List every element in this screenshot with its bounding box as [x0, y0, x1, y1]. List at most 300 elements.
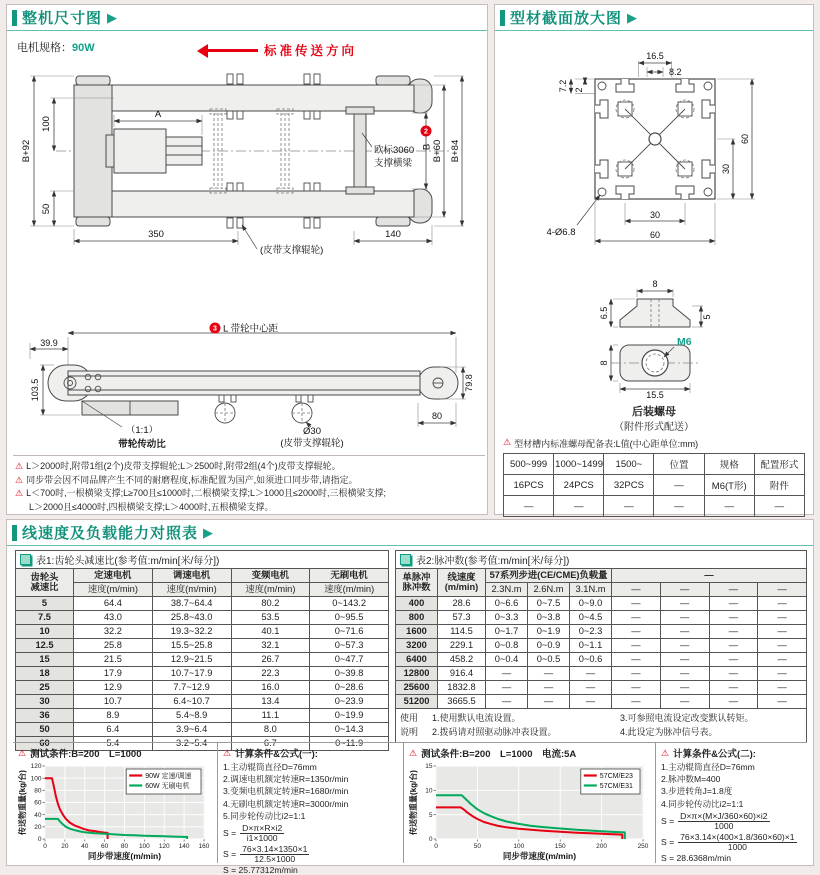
formula-block-1 — [217, 743, 403, 875]
table-cell: 0~0.5 — [528, 653, 570, 667]
table-cell: 0~47.7 — [310, 653, 389, 667]
side-view-drawing — [10, 315, 484, 455]
table-cell: — — [528, 681, 570, 695]
table-cell: 60 — [16, 737, 74, 751]
table-cell: 附件 — [754, 475, 804, 496]
table-cell: — — [758, 625, 807, 639]
table-cell: — — [528, 667, 570, 681]
table-cell: 0~95.5 — [310, 611, 389, 625]
condition-line: 5.同步轮传动比i2=1:1 — [223, 810, 306, 821]
speed-load-panel — [6, 519, 814, 875]
motor-spec — [17, 39, 95, 55]
conditions-and-charts — [13, 742, 807, 875]
table-cell: — — [654, 475, 704, 496]
table-cell: — — [709, 681, 758, 695]
dim-a: A — [154, 109, 162, 120]
svg-text:50: 50 — [473, 843, 482, 850]
table-cell: — — [660, 667, 709, 681]
gear-ratio-table — [15, 550, 389, 751]
table-cell: 43.0 — [74, 611, 153, 625]
load-speed-chart-stepper — [409, 761, 650, 866]
svg-text:100: 100 — [513, 843, 525, 850]
nut-caption: 后装螺母 — [632, 406, 676, 418]
table-cell: — — [612, 667, 661, 681]
warning-icon: ⚠ — [409, 747, 418, 758]
table-cell: — — [660, 597, 709, 611]
table-cell: — — [612, 695, 661, 709]
table-cell: 400 — [396, 597, 438, 611]
col-header: 规格 — [704, 454, 754, 475]
table-cell: 10.7 — [74, 695, 153, 709]
table-cell: 3665.5 — [438, 695, 486, 709]
direction-label: 标准传送方向 — [264, 44, 358, 58]
motor-spec-label: 电机规格： — [17, 42, 72, 54]
table1-sub-header: 速度(m/min) — [74, 583, 153, 597]
note-text: L＜700时,一根横梁支撑;L≥700且≤1000时,二根横梁支撑;L＞1000且≤2000时,三根横梁支撑; — [26, 488, 387, 498]
warning-icon: ⚠ — [503, 437, 512, 447]
table-cell: 17.9 — [74, 667, 153, 681]
plan-view-drawing — [10, 63, 484, 313]
note-text: L＞2000且≤4000时,四根横梁支撑;L＞4000时,五根横梁支撑。 — [29, 501, 274, 512]
table1-sub-header: 速度(m/min) — [231, 583, 310, 597]
warning-icon: ⚠ — [661, 747, 670, 758]
table-cell: 15 — [16, 653, 74, 667]
table-cell: 114.5 — [438, 625, 486, 639]
table-row — [16, 667, 389, 681]
condition-line: 4.无刷电机额定转速R=3000r/min — [223, 798, 349, 809]
table-cell: 12.9 — [74, 681, 153, 695]
roller-dia-label: Ø30 — [303, 426, 321, 437]
dimension-notes — [13, 455, 485, 514]
table-cell: 0~1.1 — [570, 639, 612, 653]
table-cell: — — [709, 667, 758, 681]
svg-text:120: 120 — [158, 843, 170, 850]
table-cell: 229.1 — [438, 639, 486, 653]
svg-text:15: 15 — [425, 763, 433, 771]
dim-30b: 30 — [649, 210, 661, 220]
beam-label-2: 支撑横梁 — [374, 158, 413, 169]
table1-group-header: 定速电机 — [74, 569, 153, 583]
formula-1-symbolic: S = $\frac{D\times\pi\times R\times i2}{i1\times 1000}$ — [223, 823, 283, 844]
formula-1-conditions — [223, 761, 398, 822]
table-cell: — — [570, 667, 612, 681]
ratio-value: （1:1） — [125, 425, 159, 436]
table1-sub-header: 速度(m/min) — [310, 583, 389, 597]
svg-text:0: 0 — [434, 843, 438, 850]
table-cell: — — [709, 597, 758, 611]
test-condition-2-text: 测试条件:B=200 L=1000 电流:5A — [421, 749, 577, 760]
badge-3-number: 3 — [213, 325, 217, 333]
table-caption-icon — [400, 554, 411, 565]
table-row — [16, 723, 389, 737]
dim-2: 2 — [574, 87, 584, 93]
beam-label-1: 欧标3060 — [374, 145, 415, 156]
table-cell: 16PCS — [504, 475, 554, 496]
table-cell: — — [612, 625, 661, 639]
table-row — [396, 695, 807, 709]
svg-text:0: 0 — [43, 843, 47, 850]
warning-icon: ⚠ — [223, 747, 232, 758]
table1-caption — [15, 550, 389, 568]
col-header: 配置形式 — [754, 454, 804, 475]
table-cell: — — [554, 496, 604, 517]
table-row — [16, 681, 389, 695]
usage-label: 使用 说明 — [400, 713, 419, 738]
dim-30r: 30 — [721, 163, 731, 175]
table-cell: — — [612, 611, 661, 625]
dim-b: B — [421, 143, 433, 151]
table-row — [396, 667, 807, 681]
warning-icon: ⚠ — [15, 474, 24, 485]
table-cell: 1832.8 — [438, 681, 486, 695]
nut-dim-5: 5 — [702, 314, 712, 320]
table-cell: — — [758, 695, 807, 709]
table-cell: 18 — [16, 667, 74, 681]
table-row — [396, 625, 807, 639]
table-cell: 5.4~8.9 — [152, 709, 231, 723]
formula-2-result: S = 28.6368m/min — [661, 852, 731, 863]
warning-icon: ⚠ — [18, 747, 27, 758]
table-cell: — — [604, 496, 654, 517]
table-cell: 8.0 — [231, 723, 310, 737]
table-cell: — — [660, 611, 709, 625]
usage-notes — [395, 709, 807, 743]
table-row — [16, 639, 389, 653]
dim-holes: 4-Ø6.8 — [546, 227, 576, 238]
table-cell: 32.2 — [74, 625, 153, 639]
table-cell: 0~0.8 — [486, 639, 528, 653]
dim-50: 50 — [41, 203, 52, 215]
pulse-table — [395, 550, 807, 743]
table-row — [16, 695, 389, 709]
profile-cross-section-drawing — [503, 35, 807, 271]
table-cell: — — [486, 681, 528, 695]
table1-group-header: 无刷电机 — [310, 569, 389, 583]
section-header — [7, 5, 487, 31]
table-cell: 0~1.7 — [486, 625, 528, 639]
table-cell: 25.8 — [74, 639, 153, 653]
nut-dim-8t: 8 — [652, 279, 658, 289]
section-arrow-icon: ▶ — [203, 525, 214, 540]
table-row — [16, 709, 389, 723]
usage-notes-left: 1.使用默认电流设置。 2.拨码请对照驱动脉冲表设置。 — [432, 713, 557, 738]
col-header: 位置 — [654, 454, 704, 475]
table2-group2-header: — — [612, 569, 807, 583]
table-cell: — — [660, 653, 709, 667]
chart-svg — [18, 761, 210, 861]
formula-2-symbolic: S = $\frac{D\times\pi\times(M\times J/360\times 60)\times i2}{1000}$ — [661, 810, 768, 831]
dim-1035: 103.5 — [30, 378, 40, 402]
table-cell: 12800 — [396, 667, 438, 681]
table-cell: 16.0 — [231, 681, 310, 695]
ratio-label: 带轮传动比 — [118, 439, 166, 450]
table-cell: 12.9~21.5 — [152, 653, 231, 667]
dim-b84: B+84 — [450, 139, 461, 163]
table-cell: 13.4 — [231, 695, 310, 709]
svg-text:0: 0 — [37, 836, 42, 844]
table-cell: — — [709, 625, 758, 639]
table2-sub-header: — — [758, 583, 807, 597]
dim-100: 100 — [41, 116, 52, 132]
table-cell: — — [704, 496, 754, 517]
test-condition-1-text: 测试条件:B=200 L=1000 — [30, 749, 142, 760]
test-condition-1 — [13, 743, 217, 863]
svg-text:传送物重量(kg/台): 传送物重量(kg/台) — [18, 770, 27, 835]
table-cell: 3200 — [396, 639, 438, 653]
table-cell: 0~9.0 — [570, 597, 612, 611]
dim-60b: 60 — [649, 230, 661, 240]
section-bar — [500, 10, 505, 26]
section-title: 型材截面放大图 — [510, 10, 623, 27]
table-cell: — — [758, 611, 807, 625]
table-cell: 51200 — [396, 695, 438, 709]
table-cell: 1600 — [396, 625, 438, 639]
table-cell: 0~57.3 — [310, 639, 389, 653]
svg-text:250: 250 — [637, 843, 649, 850]
svg-text:80: 80 — [34, 787, 42, 795]
note-line — [15, 460, 483, 474]
nut-table-note-text: 型材槽内标准螺母配备表:L值(中心距单位:mm) — [514, 439, 699, 449]
table-cell: 32PCS — [604, 475, 654, 496]
table-cell: 40.1 — [231, 625, 310, 639]
section-header — [495, 5, 813, 31]
table-cell: 25600 — [396, 681, 438, 695]
svg-text:57CM/E31: 57CM/E31 — [599, 783, 633, 790]
table-cell: 0~19.9 — [310, 709, 389, 723]
table-cell: 0~7.5 — [528, 597, 570, 611]
table-cell: — — [570, 681, 612, 695]
formula-block-2 — [655, 743, 807, 863]
table-cell: 0~11.9 — [310, 737, 389, 751]
dim-60r: 60 — [740, 133, 750, 145]
table-cell: 0~0.4 — [486, 653, 528, 667]
table-cell: 21.5 — [74, 653, 153, 667]
table1-sub-header: 速度(m/min) — [152, 583, 231, 597]
table-cell: 5 — [16, 597, 74, 611]
svg-text:20: 20 — [61, 843, 69, 850]
table-cell: — — [709, 611, 758, 625]
section-header — [7, 520, 813, 546]
table-cell: — — [612, 597, 661, 611]
table-cell: 0~3.3 — [486, 611, 528, 625]
table-cell: — — [709, 639, 758, 653]
table-cell: 8.9 — [74, 709, 153, 723]
dim-82: 8.2 — [669, 67, 682, 77]
condition-line: 2.脉冲数M=400 — [661, 774, 721, 785]
formula-1-title: 计算条件&公式(一): — [235, 749, 318, 760]
table-row — [16, 625, 389, 639]
table-cell: 0~4.5 — [570, 611, 612, 625]
table2-sub-header: — — [612, 583, 661, 597]
condition-line: 1.主动辊筒直径D=76mm — [661, 762, 755, 772]
table-cell: 3.2~5.4 — [152, 737, 231, 751]
svg-text:160: 160 — [198, 843, 210, 850]
table-cell: — — [709, 695, 758, 709]
nut-dim-8l: 8 — [599, 360, 609, 366]
table-row — [396, 639, 807, 653]
svg-text:100: 100 — [138, 843, 150, 850]
usage-notes-right: 3.可参照电流设定改变默认转矩。 4.此设定为脉冲信号表。 — [620, 713, 754, 738]
table-cell: 22.3 — [231, 667, 310, 681]
table-cell: M6(T形) — [704, 475, 754, 496]
table-row — [16, 611, 389, 625]
thread-label: M6 — [677, 336, 692, 348]
transfer-direction — [202, 41, 357, 59]
svg-text:60: 60 — [101, 843, 109, 850]
table-cell: 28.6 — [438, 597, 486, 611]
side-roller-label: (皮带支撑辊轮) — [280, 438, 344, 449]
dim-b92: B+92 — [21, 139, 32, 163]
dim-l-center: L 带轮中心距 — [223, 323, 279, 335]
formula-1-numeric: S = $\frac{76\times 3.14\times 1350\times 1}{12.5\times 1000}$ — [223, 844, 308, 865]
dim-72: 7.2 — [558, 79, 568, 93]
table-cell: — — [758, 597, 807, 611]
svg-text:同步带速度(m/min): 同步带速度(m/min) — [502, 851, 577, 861]
table-cell: 6.4~10.7 — [152, 695, 231, 709]
table-cell: 458.2 — [438, 653, 486, 667]
svg-text:5: 5 — [428, 811, 433, 819]
table-row — [396, 611, 807, 625]
chart-svg — [409, 761, 649, 861]
note-line — [15, 487, 483, 501]
table2-caption-text: 表2:脉冲数(参考值:m/min[米/每分]) — [416, 556, 570, 567]
note-text: L＞2000时,附带1组(2个)皮带支撑辊轮;L＞2500时,附带2组(4个)皮带支撑辊轮。 — [26, 461, 341, 471]
dim-350: 350 — [148, 229, 164, 240]
motor-spec-value: 90W — [72, 42, 95, 54]
svg-text:100: 100 — [30, 775, 42, 783]
table-cell: 12.5 — [16, 639, 74, 653]
svg-text:60W 无刷电机: 60W 无刷电机 — [145, 783, 190, 790]
table1-col0-header: 齿轮头 减速比 — [16, 569, 74, 597]
dim-140: 140 — [385, 229, 401, 240]
table-row — [396, 681, 807, 695]
svg-text:0: 0 — [428, 836, 433, 844]
dim-399: 39.9 — [40, 338, 58, 348]
table-cell: 11.1 — [231, 709, 310, 723]
svg-text:同步带速度(m/min): 同步带速度(m/min) — [87, 851, 162, 861]
table-cell: 6.4 — [74, 723, 153, 737]
svg-text:200: 200 — [596, 843, 608, 850]
table-cell: 24PCS — [554, 475, 604, 496]
table-cell: 6400 — [396, 653, 438, 667]
svg-text:150: 150 — [554, 843, 566, 850]
table-cell: 0~39.8 — [310, 667, 389, 681]
table-cell: — — [612, 639, 661, 653]
table-cell: — — [654, 496, 704, 517]
table-cell: 0~0.6 — [570, 653, 612, 667]
table2-sub-header: 2.6N.m — [528, 583, 570, 597]
table-cell: — — [486, 667, 528, 681]
col-header: 1000~1499 — [554, 454, 604, 475]
table-cell: — — [758, 653, 807, 667]
note-line — [15, 474, 483, 488]
table-cell: 800 — [396, 611, 438, 625]
table-row — [396, 597, 807, 611]
table-cell: 0~1.9 — [528, 625, 570, 639]
section-title: 线速度及负载能力对照表 — [22, 525, 199, 542]
table1-group-header: 调速电机 — [152, 569, 231, 583]
table-cell: — — [758, 639, 807, 653]
table-cell: 3.9~6.4 — [152, 723, 231, 737]
load-speed-chart-90w — [18, 761, 212, 866]
table-cell: 19.3~32.2 — [152, 625, 231, 639]
svg-text:传送物重量(kg/台): 传送物重量(kg/台) — [409, 770, 418, 835]
table1-group-header: 变频电机 — [231, 569, 310, 583]
table-cell: 0~0.9 — [528, 639, 570, 653]
table1-caption-text: 表1:齿轮头减速比(参考值:m/min[米/每分]) — [36, 556, 220, 567]
table-row — [504, 496, 805, 517]
formula-2-title: 计算条件&公式(二): — [673, 749, 756, 760]
profile-section-panel — [494, 4, 814, 515]
table-cell: 25.8~43.0 — [152, 611, 231, 625]
table-cell: — — [660, 695, 709, 709]
table2-sub-header: — — [660, 583, 709, 597]
table-cell: 6.7 — [231, 737, 310, 751]
table-cell: — — [758, 667, 807, 681]
col-header: 500~999 — [504, 454, 554, 475]
svg-text:57CM/E23: 57CM/E23 — [599, 773, 633, 780]
table-cell: — — [612, 653, 661, 667]
overall-dimension-panel — [6, 4, 488, 515]
table-cell: 7.5 — [16, 611, 74, 625]
table-cell: 916.4 — [438, 667, 486, 681]
table2-col0-header: 单脉冲 脉冲数 — [396, 569, 438, 597]
belt-roller-label: (皮带支撑辊轮) — [260, 245, 324, 256]
table-cell: 50 — [16, 723, 74, 737]
section-arrow-icon: ▶ — [107, 10, 118, 25]
table2-group1-header: 57系列步进(CE/CME)负载量 — [486, 569, 612, 583]
condition-line: 3.步进转角J=1.8度 — [661, 786, 733, 797]
table-cell: 36 — [16, 709, 74, 723]
table-cell: — — [486, 695, 528, 709]
table-row — [16, 597, 389, 611]
svg-text:80: 80 — [120, 843, 129, 850]
table-cell: — — [758, 681, 807, 695]
condition-line: 3.变频电机额定转速R=1680r/min — [223, 786, 349, 797]
condition-line: 4.同步轮传动比i2=1:1 — [661, 798, 744, 809]
table-cell: 5.4 — [74, 737, 153, 751]
svg-text:40: 40 — [81, 843, 89, 850]
dim-b60: B+60 — [432, 139, 443, 163]
table-cell: 80.2 — [231, 597, 310, 611]
condition-line: 1.主动辊筒直径D=76mm — [223, 762, 317, 772]
dim-165: 16.5 — [646, 51, 664, 61]
formula-1-result: S = 25.77312m/min — [223, 865, 298, 875]
note-line — [15, 501, 483, 515]
section-bar — [12, 525, 17, 541]
svg-text:120: 120 — [30, 763, 42, 771]
table-cell: 0~14.3 — [310, 723, 389, 737]
table-cell: — — [612, 681, 661, 695]
table-cell: — — [504, 496, 554, 517]
dim-80: 80 — [431, 411, 443, 421]
table-cell: 10.7~17.9 — [152, 667, 231, 681]
formula-2-numeric: S = $\frac{76\times 3.14\times(400\times 1.8/360\times 60)\times 1}{1000}$ — [661, 831, 795, 852]
table-cell: 0~23.9 — [310, 695, 389, 709]
test-condition-2 — [403, 743, 655, 863]
table-cell: 57.3 — [438, 611, 486, 625]
warning-icon: ⚠ — [15, 461, 24, 471]
badge-2-number: 2 — [424, 128, 428, 136]
warning-icon: ⚠ — [15, 488, 24, 498]
table-cell: 25 — [16, 681, 74, 695]
note-text: 同步带会因不同品牌产生不同的耐磨程度,标准配置为国产,如须进口同步带,请指定。 — [26, 474, 358, 485]
table-cell: — — [570, 695, 612, 709]
table2-caption — [395, 550, 807, 568]
table-cell: 7.7~12.9 — [152, 681, 231, 695]
col-header: 1500~ — [604, 454, 654, 475]
nut-dim-155: 15.5 — [646, 390, 664, 400]
